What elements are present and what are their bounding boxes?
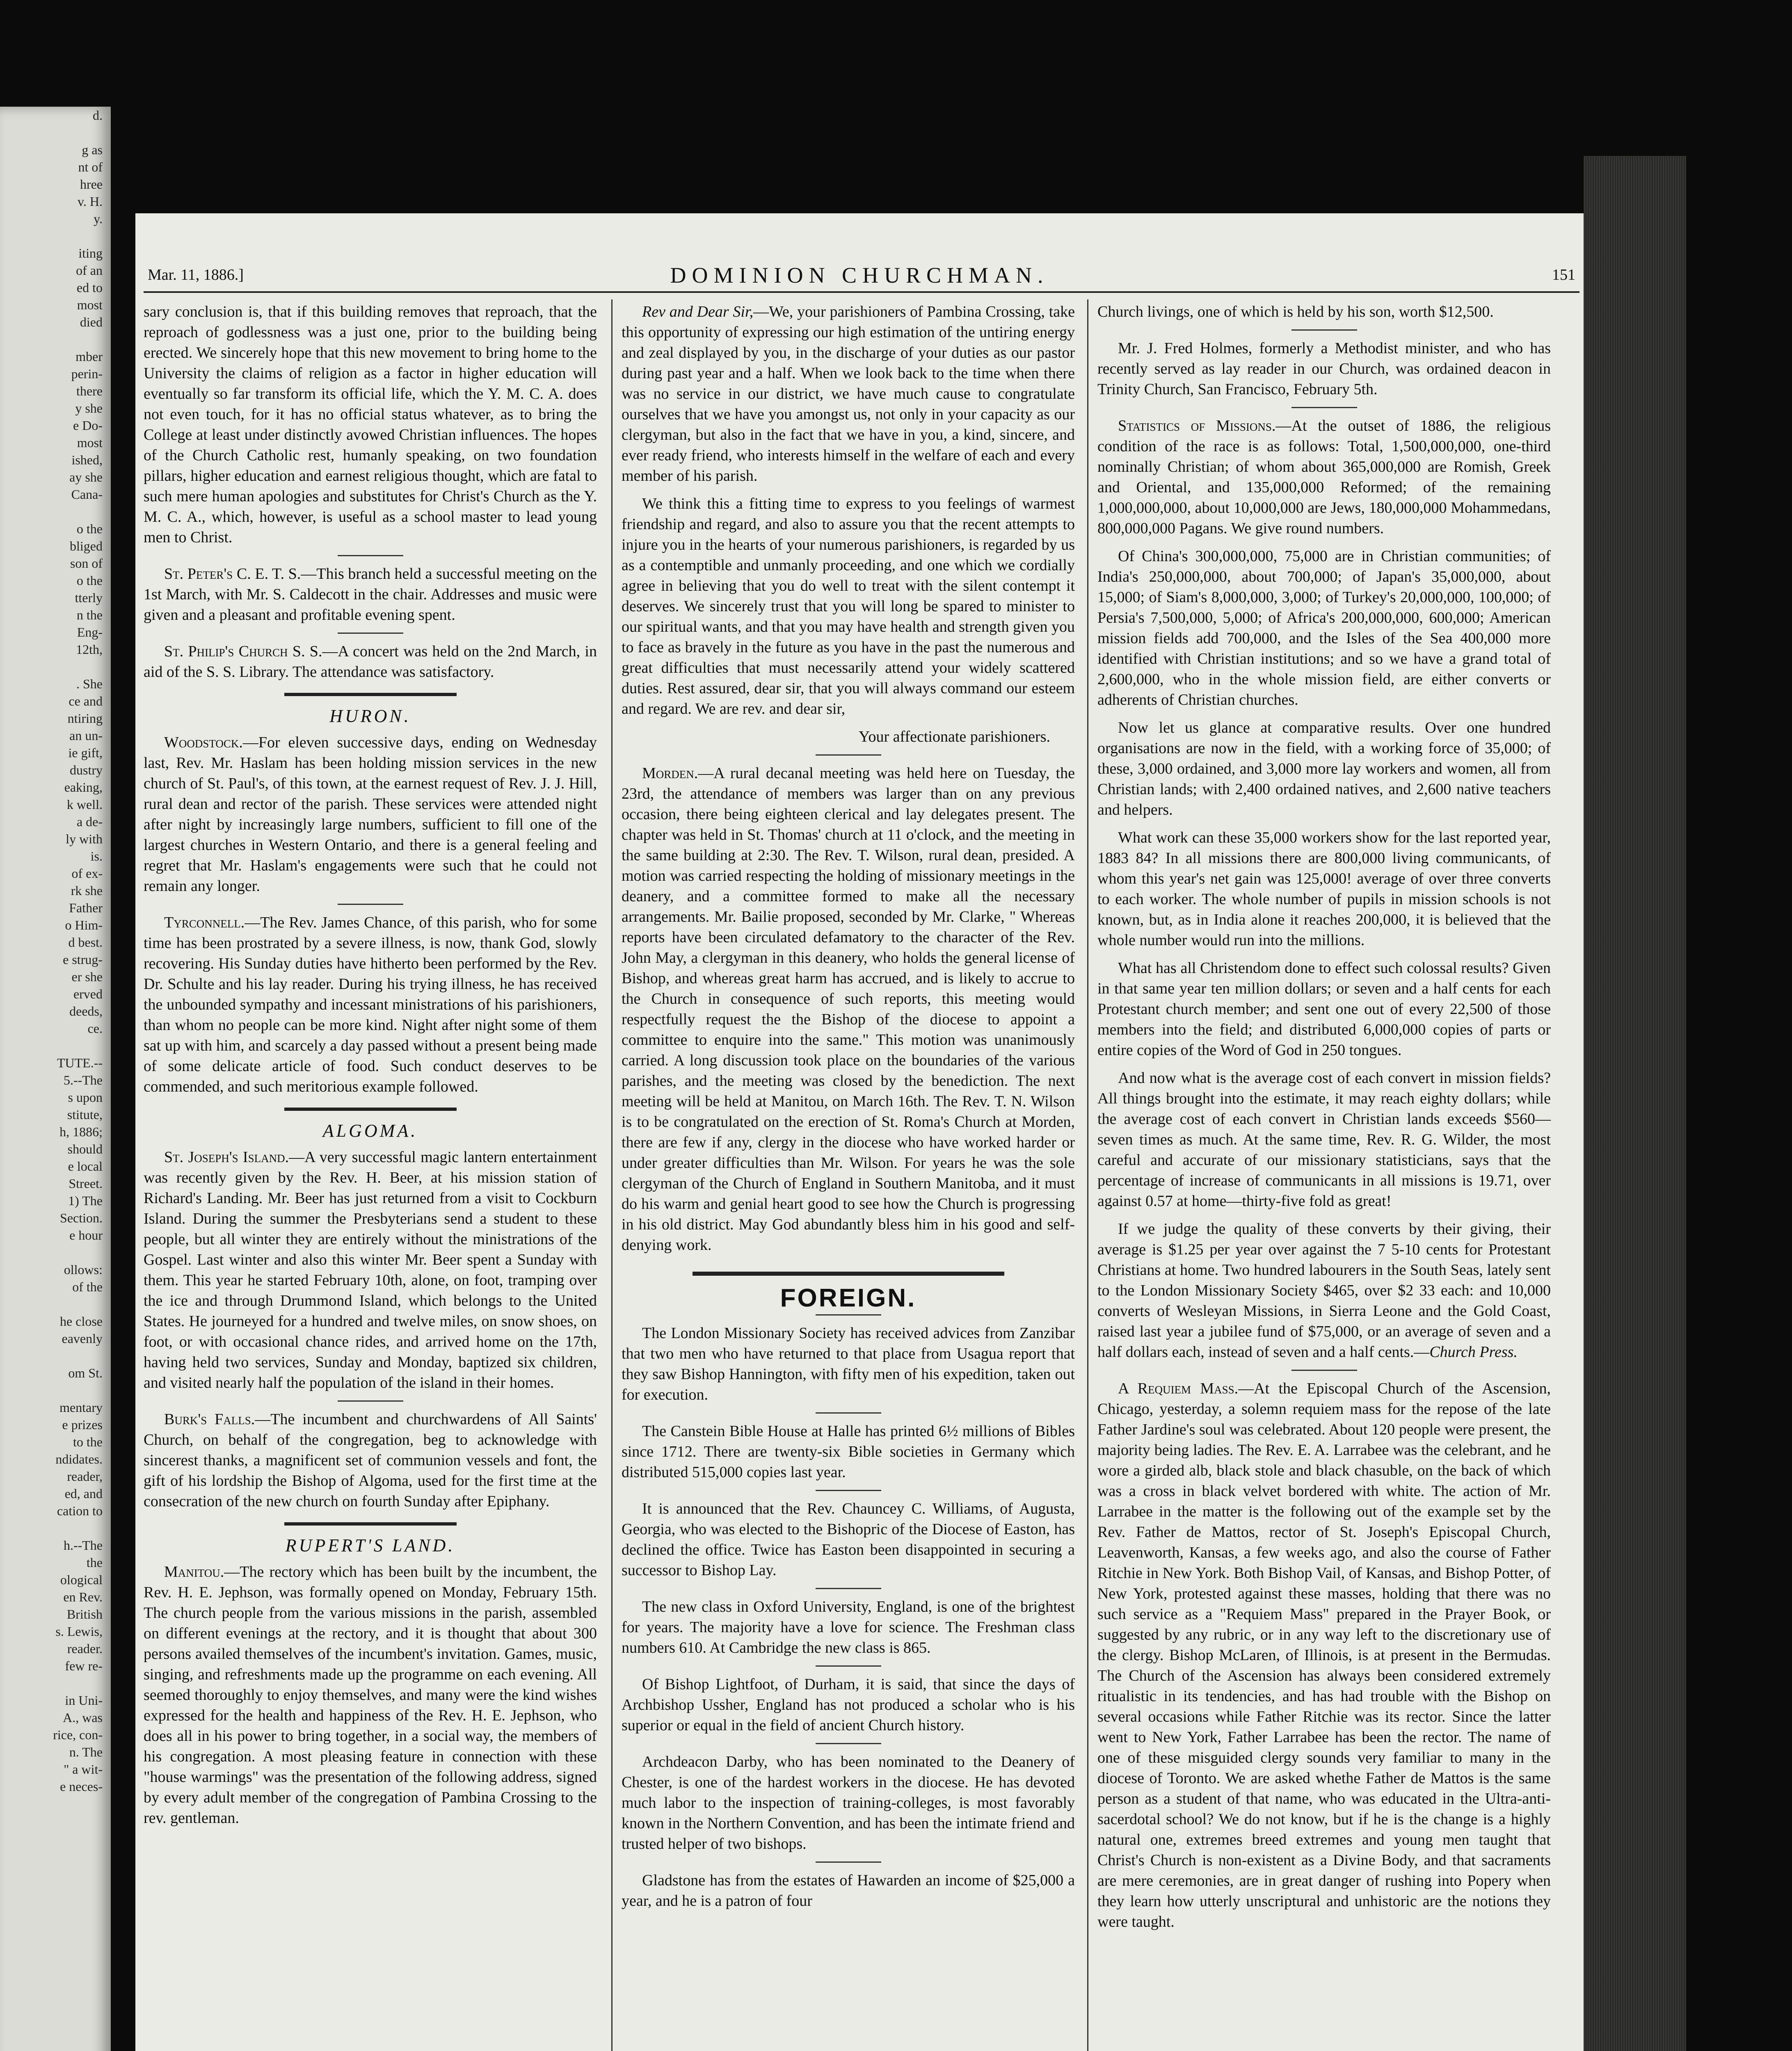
separator	[816, 754, 881, 756]
column-3	[1097, 301, 1551, 1939]
column-rule	[1087, 299, 1088, 2051]
paragraph: Gladstone has from the estates of Hawarden an income of $25,000 a year, and he is a patron of four	[622, 1872, 1075, 1909]
paragraph	[1097, 1219, 1551, 1362]
item-lead: St. Philip's Church S. S.	[164, 643, 322, 660]
paragraph	[144, 912, 597, 1097]
separator	[1291, 329, 1357, 331]
item-body: If we judge the quality of these converts by their giving, their average is $1.25 per year over against the 7 5-10 cents for Protestant Christians at home. Two hundred labourers in the South Seas, lately sent to the London Missionary Society $465, over $2 33 each: and 10,000 converts of Wesleyan Missions, in Sierra Leone and the Gold Coast, raised last year a jubilee fund of $75,000, or an average of seven and a half dollars each, instead of seven and a half cents.—	[1097, 1220, 1551, 1361]
paragraph	[144, 732, 597, 896]
separator	[816, 1743, 881, 1744]
separator	[338, 904, 403, 905]
page-header	[135, 263, 1584, 287]
masthead-title: DOMINION CHURCHMAN.	[670, 263, 1049, 288]
item-body: —A very successful magic lantern entertainment was recently given by the Rev. H. Beer, at his mission station of Richard's Landing. Mr. Beer has just returned from a visit to Cockburn Island. During the summer the Presbyterians send a student to these people, but all winter they are entirely without the ministrations of the Gospel. Last winter and also this winter Mr. Beer spent a Sunday with them. This year he started February 10th, alone, on foot, tramping over the ice and through Drummond Island, which belongs to the United States. He journeyed for a hundred and twelve miles, on snow shoes, on foot, or with occasional chance rides, and arrived home on the 17th, having held two services, Sunday and Monday, baptized six children, and visited nearly half the population of the island in their homes.	[144, 1149, 597, 1391]
paragraph: We think this a fitting time to express to you feelings of warmest friendship and regard, and also to assure you that the recent attempts to injure you in the hearts of your numerous parishioners, is regarded by us as a contemptible and unmanly proceeding, and one which we cordially agree in believing that you do well to treat with the silent contempt it deserves. We sincerely trust that you will long be spared to minister to our spiritual wants, and that you may have health and strength given you to face as bravely in the future as you have in the past the numerous and great difficulties that must necessarily attend your widely scattered duties. Rest assured, dear sir, that you will always command our esteem and regard. We are rev. and dear sir,	[622, 495, 1075, 717]
paragraph	[144, 564, 597, 625]
item-lead: Burk's Falls.	[164, 1411, 255, 1428]
item-body: —The incumbent and churchwardens of All Saints' Church, on behalf of the congregation, beg to acknowledge with sincerest thanks, a magnificent set of communion vessels and font, the gift of his lordship the Bishop of Algoma, used for the first time at the consecration of the new church on fourth Sunday after Epiphany.	[144, 1411, 597, 1510]
paragraph: It is announced that the Rev. Chauncey C. Williams, of Augusta, Georgia, who was elected to the Bishopric of the Diocese of Easton, has declined the office. Twice has Easton been disappointed in securing a successor to Bishop Lay.	[622, 1500, 1075, 1579]
source-credit: Church Press.	[1429, 1343, 1518, 1361]
separator	[1291, 1370, 1357, 1371]
page-stack-edge	[1584, 156, 1686, 2051]
separator	[816, 1490, 881, 1491]
item-body: —At the outset of 1886, the religious condition of the race is as follows: Total, 1,500,000,000, one-third nominally Christian; of whom about 365,000,000 are Romish, Greek and Oriental, and 135,000,000 Reformed; of the remaining 1,000,000,000, about 10,000,000 are Jews, 180,000,000 Mohammedans, 800,000,000 Pagans. We give round numbers.	[1097, 417, 1551, 537]
paragraph: And now what is the average cost of each convert in mission fields? All things brought into the estimate, it may reach eighty dollars; while the average cost of each convert in Christian lands exceeds $560—seven times as much. At the same time, Rev. R. G. Wilder, the most careful and accurate of our missionary statisticians, says that the percentage of increase of communicants in all missions is 19.71, over against 0.57 at home—thirty-five fold as great!	[1097, 1069, 1551, 1210]
item-lead: Statistics of Missions.	[1118, 417, 1276, 434]
separator	[338, 633, 403, 634]
item-body: —This branch held a successful meeting on the 1st March, with Mr. S. Caldecott in the chair. Addresses and music were given and a pleasant and profitable evening spent.	[144, 565, 597, 624]
paragraph: The London Missionary Society has received advices from Zanzibar that two men who have returned to that place from Usagua report that they saw Bishop Hannington, with fifty men of his expedition, taken out for execution.	[622, 1325, 1075, 1403]
paragraph	[1097, 416, 1551, 539]
signoff: Your affectionate parishioners.	[858, 728, 1050, 745]
item-lead: Morden.	[642, 765, 698, 782]
paragraph	[144, 1147, 597, 1393]
facing-page-text: d. g as nt of hree v. H. y. iting of an ed to most died mber perin- there y she e Do- most ished, ay she Cana- o the bliged son of o the tterly n the Eng- 12th, . She ce and ntiring an un- ie gift, dustry eaking, k well. a de- ly with is. of ex- rk she Father o Him- d best. e strug- er she erved deeds, ce. TUTE.-- 5.--The s upon stitute, h, 1886; should e local Street. 1) The Section. e hour ollows: of the he close eavenly om St. mentary e prizes to the ndidates. reader, ed, and cation to h.--The the ological en Rev. British s. Lewis, reader. few re- in Uni- A., was rice, con- n. The " a wit- e neces-	[53, 108, 103, 1794]
paragraph: What work can these 35,000 workers show for the last reported year, 1883 84? In all missions there are 800,000 living communicants, of whom this year's net gain was 125,000! average of over three converts to each worker. The whole number of pupils in mission schools is not known, but, as in India alone it reaches 200,000, it is believed that the whole number would run into the millions.	[1097, 829, 1551, 949]
separator	[1291, 407, 1357, 408]
item-lead: St. Joseph's Island.	[164, 1149, 289, 1166]
paragraph: The new class in Oxford University, England, is one of the brightest for years. The majority have a love for science. The Freshman class numbers 610. At Cambridge the new class is 865.	[622, 1598, 1075, 1656]
separator	[338, 555, 403, 556]
item-lead: Rev and Dear Sir,	[642, 303, 754, 320]
item-body: —The Rev. James Chance, of this parish, who for some time has been prostrated by a severe illness, is now, thank God, slowly recovering. His Sunday duties have hitherto been performed by the Rev. Dr. Schulte and his lay reader. During his trying illness, he has received the unbounded sympathy and incessant ministrations of his parishioners, than whom no people can be more kind. Night after night some of them sat up with him, and scarcely a day passed without a present being made of some delicate article of food. Such conduct deserves to be commended, and such meritorious example followed.	[144, 914, 597, 1095]
paragraph: Of Bishop Lightfoot, of Durham, it is said, that since the days of Archbishop Ussher, England has not produced a scholar who is his superior or equal in the field of ancient Church history.	[622, 1676, 1075, 1734]
book-gutter	[111, 0, 135, 2051]
section-rule	[284, 1522, 457, 1526]
paragraph: Of China's 300,000,000, 75,000 are in Christian communities; of India's 250,000,000, about 700,000; of Japan's 35,000,000, about 15,000; of Siam's 8,000,000, 3,000; of Turkey's 20,000,000, 100,000; of Persia's 7,500,000, 5,000; of Africa's 200,000,000, 600,000; American mission fields add 700,000, and the Isles of the Sea 400,000 more identified with Christian institutions; and so we have a grand total of 2,600,000, who in the whole mission field, are either converts or adherents of Christian churches.	[1097, 548, 1551, 708]
column-rule	[611, 299, 613, 2051]
paragraph: Church livings, one of which is held by his son, worth $12,500.	[1097, 303, 1494, 320]
paragraph: Mr. J. Fred Holmes, formerly a Methodist minister, and who has recently served as lay reader in our Church, was ordained deacon in Trinity Church, San Francisco, February 5th.	[1097, 340, 1551, 398]
item-body: —The rectory which has been built by the incumbent, the Rev. H. E. Jephson, was formally opened on Monday, February 15th. The church people from the various missions in the parish, assembled on different evenings at the rectory, and it is thought that about 300 persons availed themselves of the incumbent's invitation. Games, music, singing, and refreshments made up the programme on each evening. All seemed thoroughly to enjoy themselves, and many were the kind wishes expressed for the health and happiness of the Rev. H. E. Jephson, who does all in his power to bring together, in a social way, the members of his congregation. A most pleasing feature in connection with these "house warmings" was the presentation of the following address, signed by every adult member of the congregation of Pambina Crossing to the rev. gentleman.	[144, 1563, 597, 1827]
item-body: —A rural decanal meeting was held here on Tuesday, the 23rd, the attendance of members was larger than on any previous occasion, there being eighteen clerical and lay delegates present. The chapter was held in St. Thomas' church at 11 o'clock, and the meeting in the same building at 2:30. The Rev. T. Wilson, rural dean, presided. A motion was carried respecting the holding of missionary meetings in the deanery, and a committee formed to make all the necessary arrangements. Mr. Bailie proposed, seconded by Mr. Clarke, " Whereas reports have been circulated defamatory to the character of the Rev. John May, a clergyman in this deanery, who holds the general license of Bishop, and whereas great harm has accrued, and is likely to accrue to the Church in consequence of such reports, this meeting would respectfully request the the Bishop of the diocese to appoint a committee to enquire into the same." This motion was unanimously carried. A long discussion took place on the boundaries of the various parishes, and the meeting was closed by the benediction. The next meeting will be held at Manitou, on March 16th. The Rev. T. N. Wilson is to be congratulated on the erection of St. Roma's Church at Morden, there are few if any, clergy in the diocese who have worked harder or under greater difficulties than Mr. Wilson. For years he was the sole clergyman of the Church of England in Southern Manitoba, and it must do his warm and genial heart good to see how the Church is progressing in his old district. May God abundantly bless him in his good and self-denying work.	[622, 765, 1075, 1254]
item-lead: Manitou.	[164, 1563, 224, 1581]
item-lead: Woodstock.	[164, 734, 243, 751]
paragraph	[1097, 1378, 1551, 1932]
paragraph	[622, 763, 1075, 1255]
facing-page-fragment	[0, 107, 111, 2051]
paragraph: sary conclusion is, that if this building removes that reproach, that the reproach of godlessness was a just one, prior to the building being erected. We sincerely hope that this new movement to bring home to the University the claims of religion as a factor in higher education will eventually so far transform its official life, which the Y. M. C. A. does not even touch, for it has no official status whatever, as to bring the College at least under distinctly avowed Christian influences. The hopes of the Church Catholic rest, humanly speaking, on two foundation pillars, higher education and earnest religious thought, which are fatal to such mere human apologies and substitutes for Christ's Church as the Y. M. C. A., which, however, is useful as a school master to lead young men to Christ.	[144, 303, 597, 546]
section-rule	[284, 693, 457, 696]
paragraph: Archdeacon Darby, who has been nominated to the Deanery of Chester, is one of the hardest workers in the diocese. He has devoted much labor to the inspection of training-colleges, is most favorably known in the Northern Convention, and has been the intimate friend and trusted helper of two bishops.	[622, 1753, 1075, 1852]
paragraph	[144, 641, 597, 682]
paragraph	[144, 1409, 597, 1512]
paragraph	[144, 1562, 597, 1828]
separator	[816, 1861, 881, 1863]
page-number: 151	[1552, 266, 1575, 283]
paragraph: What has all Christendom done to effect such colossal results? Given in that same year ten million dollars; or seven and a half cents for each Protestant church member; and sent one out of every 22,500 of those members into the field; and distributed 6,000,000 copies of parts or entire copies of the Word of God in 250 tongues.	[1097, 959, 1551, 1059]
header-rule	[144, 291, 1579, 293]
section-heading-ruperts-land: RUPERT'S LAND.	[285, 1535, 455, 1555]
separator	[816, 1314, 881, 1316]
item-lead: Tyrconnell.	[164, 914, 245, 931]
section-rule	[693, 1272, 1004, 1276]
item-lead: A Requiem Mass.	[1118, 1380, 1239, 1397]
section-heading-algoma: ALGOMA.	[322, 1121, 418, 1141]
column-1	[144, 301, 597, 1836]
section-heading-huron: HURON.	[329, 706, 411, 726]
newspaper-page	[135, 213, 1584, 2051]
column-2	[622, 301, 1075, 1919]
item-body: —A concert was held on the 2nd March, in aid of the S. S. Library. The attendance was satisfactory.	[144, 643, 597, 681]
separator	[816, 1588, 881, 1589]
item-body: —At the Episcopal Church of the Ascension, Chicago, yesterday, a solemn requiem mass for the repose of the late Father Jardine's soul was celebrated. About 120 people were present, the majority being ladies. The Rev. E. A. Larrabee was the celebrant, and he wore a girded alb, black stole and black chasuble, on the back of which was a cross in black velvet bordered with white. The action of Mr. Larrabee in the matter is the following out of the example set by the Rev. Father de Mattos, rector of St. Joseph's Episcopal Church, Leavenworth, Kansas, a few weeks ago, and also the course of Father Ritchie in New York. Both Bishop Vail, of Kansas, and Bishop Potter, of New York, protested against these masses, holding that there was no such service as a "Requiem Mass" prepared in the Prayer Book, or suggested by any rubric, or in any way left to the discretionary use of the clergy. Bishop McLaren, of Illinois, is at present in the Bermudas. The Church of the Ascension has always been considered extremely ritualistic in its tendencies, and has had trouble with the Bishop on several occasions while Father Ritchie was its rector. Since the latter went to New York, Father Larrabee has been the rector. The name of one of these misguided clergy sounds very familiar to many in the diocese of Toronto. We are asked whethe Father de Mattos is the same person as a student of that name, who was educated in the Ultra-anti-sacerdotal school? We do not know, but if he is the change is a highly natural one, extremes breed extremes and young men taught that Christ's Church is non-existent as a Divine Body, and that sacraments are mere ceremonies, are in great danger of rushing into Popery when they learn how utterly unscriptural and unhistoric are the notions they were taught.	[1097, 1380, 1551, 1930]
separator	[816, 1665, 881, 1667]
section-rule	[284, 1108, 457, 1111]
section-heading-foreign: FOREIGN.	[780, 1284, 917, 1312]
item-lead: St. Peter's C. E. T. S.	[164, 565, 301, 582]
separator	[816, 1412, 881, 1414]
item-body: —For eleven successive days, ending on Wednesday last, Rev. Mr. Haslam has been holding mission services in the new church of St. Paul's, of this town, at the earnest request of Rev. J. J. Hill, rural dean and rector of the parish. These services were attended night after night by increasingly large numbers, sufficient to fill one of the largest churches in Western Ontario, and there is a general feeling and regret that Mr. Haslam's engagements were such that he could not remain any longer.	[144, 734, 597, 895]
issue-date: Mar. 11, 1886.]	[148, 266, 244, 283]
item-body: —We, your parishioners of Pambina Crossing, take this opportunity of expressing our high estimation of the untiring energy and zeal displayed by you, in the discharge of your duties as our pastor during past year and a half. When we look back to the time when there was no service in our district, we have much cause to congratulate ourselves that we have you amongst us, not only in your capacity as our clergyman, but also in the fact that we have in you, a kind, sincere, and ever ready friend, who interests himself in the welfare of each and every member of his parish.	[622, 303, 1075, 484]
separator	[338, 1400, 403, 1402]
paragraph: Now let us glance at comparative results. Over one hundred organisations are now in the field, with a working force of 35,000; of these, 3,000 ordained, and 3,000 more lay workers and women, all from Christian lands; with 2,400 ordained natives, and 2,600 native teachers and helpers.	[1097, 719, 1551, 818]
paragraph: The Canstein Bible House at Halle has printed 6½ millions of Bibles since 1712. There are twenty-six Bible societies in Germany which distributed 515,000 copies last year.	[622, 1423, 1075, 1481]
paragraph	[622, 301, 1075, 486]
